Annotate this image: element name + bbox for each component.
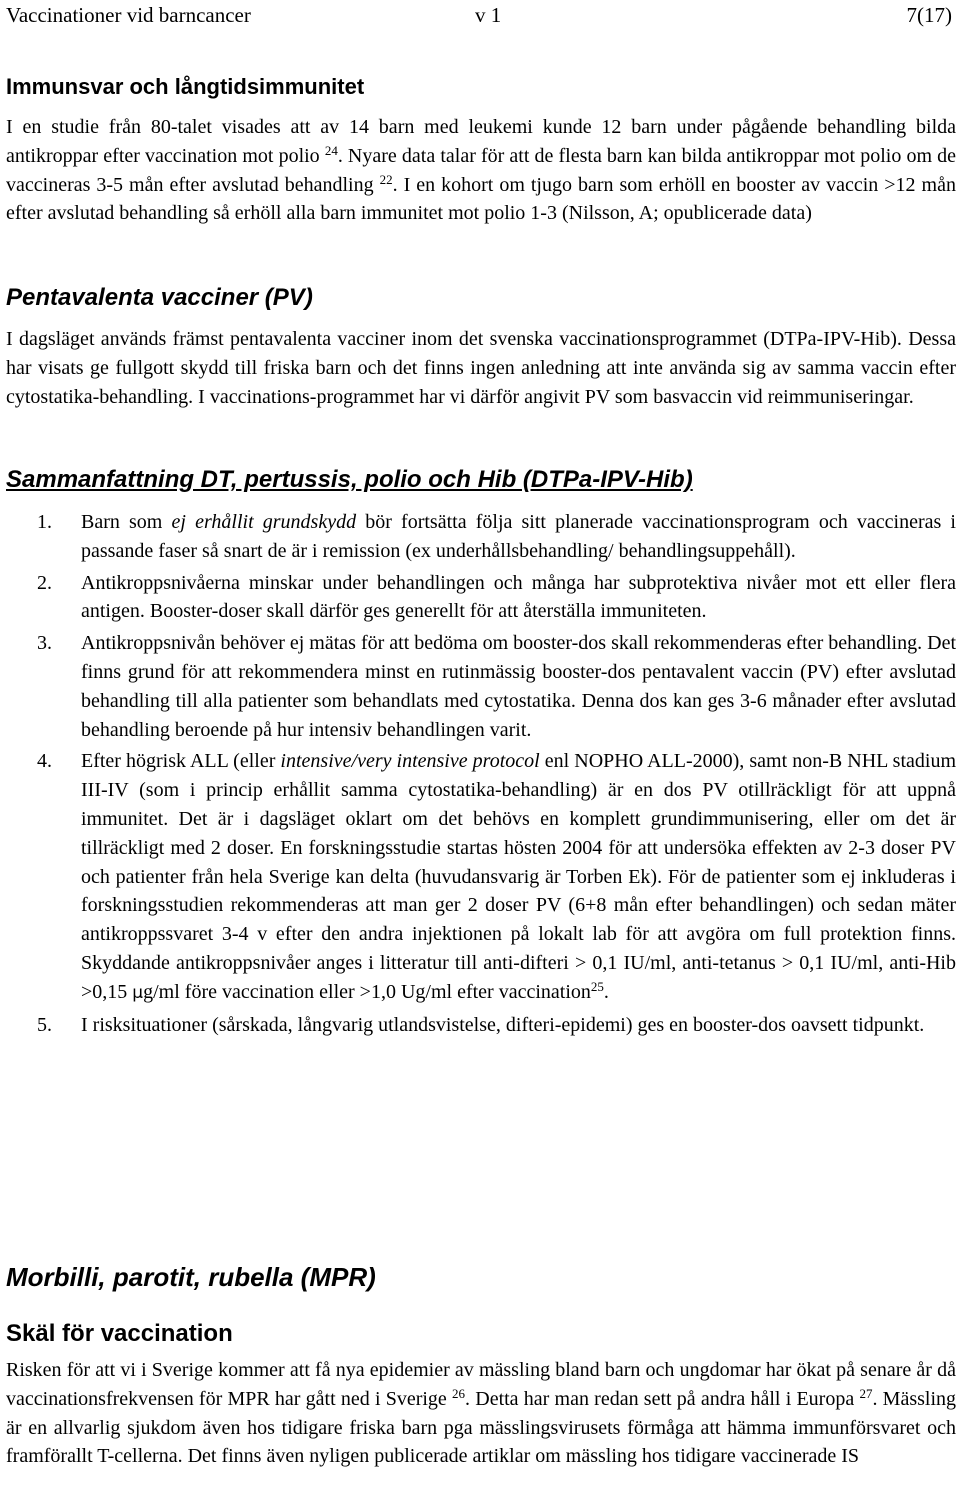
reference-26: 26 — [452, 1385, 466, 1401]
list-item: 4. Efter högrisk ALL (eller intensive/very intensive protocol enl NOPHO ALL-2000), samt non-B NHL stadium III-IV (som i princip erhållit samma cytostatika-behandling) är en dos PV otillräckligt för att uppnå immunitet. Det är i dagsläget oklart om det behövs en komplett grundimmunisering, eller om det är tillräckligt med 2 doser. En forskningsstudie startas hösten 2004 för att undersöka effekten av 2-3 doser PV och patienter från hela Sverige kan delta (huvudansvarig är Torben Ek). För de patienter som ej inkluderas i forskningsstudien rekommenderas att man ger 2 doser PV (6+8 mån efter behandlingen) och sedan mäter antikroppssvaret 3-4 v efter den andra injektionen på lokalt lab för att avgöra om full protektion finns. Skyddande antikroppsnivåer anges i litteratur till anti-difteri > 0,1 IU/ml, anti-tetanus > 0,1 IU/ml, anti-Hib >0,15 μg/ml före vaccination eller >1,0 Ug/ml efter vaccination$^{25}$. — [37, 750, 957, 1003]
paragraph-immunsvar: I en studie från 80-talet visades att av 14 barn med leukemi kunde 12 barn under pågående behandling bilda antikroppar efter vaccination mot polio $^{24}$. Nyare data talar för att de flesta barn kan bilda antikroppar mot polio om de vaccineras 3-5 mån efter avslutad behandling $^{22}$. I en kohort om tjugo barn som erhöll en booster av vaccin >12 mån efter avslutad behandling så erhöll alla barn immunitet mot polio 1-3 (Nilsson, A; opublicerade data) — [6, 116, 956, 225]
list-item: 3. Antikroppsnivån behöver ej mätas för att bedöma om booster-dos skall rekommenderas efter behandling. Det finns grund för att rekommendera minst en rutinmässig booster-dos pentavalent vaccin (PV) efter avslutad behandling till alla patienter som behandlats med cytostatika. Denna dos kan ges 3-6 månader efter avslutad behandling beroende på hur intensiv behandlingen varit. — [37, 632, 956, 741]
list-item: 5. I risksituationer (sårskada, långvarig utlandsvistelse, difteri-epidemi) ges en booster-dos oavsett tidpunkt. — [37, 1013, 925, 1036]
heading-mpr: Morbilli, parotit, rubella (MPR) — [6, 1262, 376, 1292]
reference-25: 25 — [590, 978, 604, 994]
reference-27: 27 — [859, 1385, 873, 1401]
reference-24: 24 — [324, 142, 338, 158]
heading-immunsvar: Immunsvar och långtidsimmunitet — [6, 74, 365, 99]
list-item: 1. Barn som ej erhållit grundskydd bör fortsätta följa sitt planerade vaccinationsprogram och vaccineras i passande faser så snart de är i remission (ex underhållsbehandling/ behandlingsuppehåll). — [37, 511, 956, 562]
heading-pentavalenta: Pentavalenta vacciner (PV) — [6, 284, 313, 311]
subheading-skal: Skäl för vaccination — [6, 1320, 233, 1347]
list-item: 2. Antikroppsnivåerna minskar under behandlingen och många har subprotektiva nivåer mot ett eller flera antigen. Booster-doser skall därför ges generellt för att återställa immuniteten. — [37, 571, 956, 623]
document-title: Vaccinationer vid barncancer — [6, 3, 251, 27]
page-number: 7(17) — [906, 3, 952, 27]
summary-list — [6, 508, 956, 1039]
page-header — [6, 0, 954, 30]
paragraph-pentavalenta: I dagsläget används främst pentavalenta vacciner inom det svenska vaccinationsprogrammet (DTPa-IPV-Hib). Dessa har visats ge fullgott skydd till friska barn och det finns ingen anledning att inte använda sig av samma vaccin efter cytostatika-behandling. I vaccinations-programmet har vi därför angivit PV som basvaccin vid reimmuniseringar. — [6, 328, 956, 408]
reference-22: 22 — [379, 171, 393, 187]
micro-symbol: μ — [132, 982, 144, 1003]
document-version: v 1 — [475, 3, 502, 27]
paragraph-mpr: Risken för att vi i Sverige kommer att få nya epidemier av mässling bland barn och ungdomar har ökat på senare år då vaccinationsfrekvensen för MPR har gått ned i Sverige $^{26}$. Detta har man redan sett på andra håll i Europa $^{27}$. Mässling är en allvarlig sjukdom även hos tidigare friska barn pga mässlingsvirusets förmåga att hämma immunförsvaret och framförallt T-cellerna. Det finns även nyligen publicerade artiklar om mässling hos tidigare vaccinerade IS — [6, 1359, 957, 1468]
heading-sammanfattning: Sammanfattning DT, pertussis, polio och Hib (DTPa-IPV-Hib) — [6, 466, 693, 493]
